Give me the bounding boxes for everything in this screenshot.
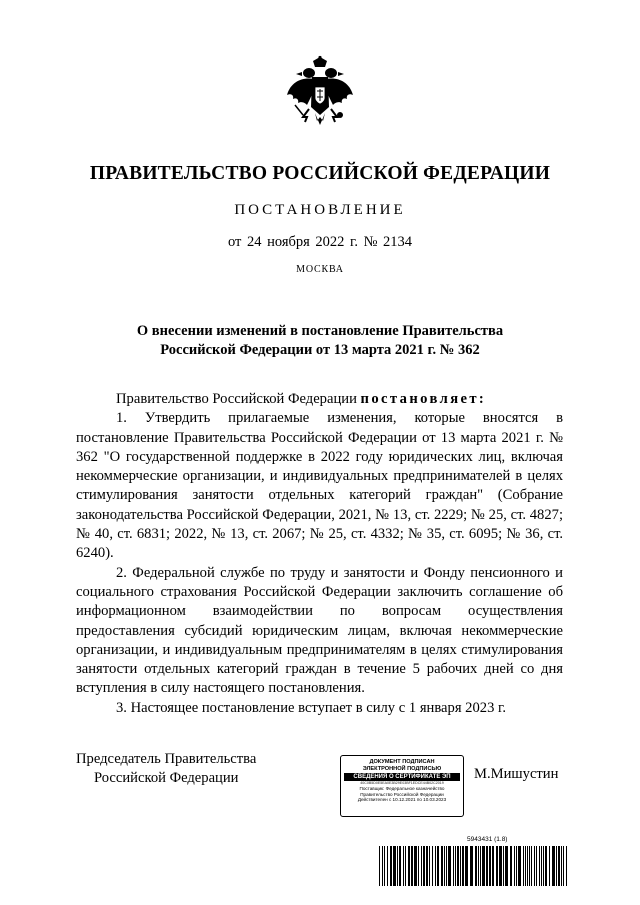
document-date-number: от 24 ноября 2022 г. № 2134 <box>227 234 413 250</box>
intro-text: Правительство Российской Федерации <box>116 391 361 407</box>
subject-line-2: Российской Федерации от 13 марта 2021 г. № 362 <box>160 342 480 358</box>
paragraph-2: 2. Федеральной службе по труду и занятости и Фонду пенсионного и социального страхования Российской Федерации заключить соглашение об информационном взаимодействии по вопросам осуществления предоставления субсидий юридическим лицам, включая некоммерческие организации, и индивидуальным предпринимателям в целях стимулирования занятости отдельных категорий граждан в течение 5 рабочих дней со дня вступления в силу настоящего постановления. <box>76 564 563 697</box>
stamp-owner: Правительство Российской Федерации <box>360 791 444 797</box>
stamp-serial: 40C0B5D0E5EA0E3B29E03BF1EDCE44B02C2019 <box>360 781 444 785</box>
barcode-label: 5943431 (1.8) <box>467 836 508 843</box>
coat-of-arms-icon <box>285 55 355 145</box>
signer-title-line-2: Российской Федерации <box>94 770 239 786</box>
stamp-line-2: ЭЛЕКТРОННОЙ ПОДПИСЬЮ <box>362 765 442 772</box>
signer-title-line-1: Председатель Правительства <box>76 751 257 767</box>
intro-paragraph <box>76 390 563 409</box>
electronic-signature-stamp <box>340 755 464 817</box>
subject-line-1: О внесении изменений в постановление Правительства <box>136 323 504 339</box>
stamp-banner: СВЕДЕНИЯ О СЕРТИФИКАТЕ ЭП <box>344 773 460 781</box>
document-type: ПОСТАНОВЛЕНИЕ <box>234 202 406 218</box>
stamp-line-1: ДОКУМЕНТ ПОДПИСАН <box>369 759 435 765</box>
government-title: ПРАВИТЕЛЬСТВО РОССИЙСКОЙ ФЕДЕРАЦИИ <box>89 163 551 184</box>
document-city: МОСКВА <box>296 264 344 275</box>
paragraph-1: 1. Утвердить прилагаемые изменения, которые вносятся в постановление Правительства Российской Федерации от 13 марта 2021 г. № 362 "О государственной поддержке в 2022 году юридических лиц, включая некоммерческие организации, и индивидуальных предпринимателей в целях стимулирования занятости отдельных категорий граждан" (Собрание законодательства Российской Федерации, 2021, № 13, ст. 2229; № 25, ст. 4827; № 40, ст. 6831; 2022, № 13, ст. 2067; № 25, ст. 4332; № 35, ст. 6095; № 36, ст. 6240). <box>76 410 563 562</box>
signer-title <box>76 750 296 788</box>
stamp-issuer: Поставщик: Федеральное казначейство <box>359 786 445 791</box>
signer-name: М.Мишустин <box>474 766 559 782</box>
paragraph-3: 3. Настоящее постановление вступает в силу с 1 января 2023 г. <box>116 699 506 716</box>
intro-decree-verb: постановляет: <box>360 391 487 407</box>
document-body <box>76 390 563 718</box>
document-subject <box>0 322 640 360</box>
stamp-validity: Действителен с 10.12.2021 по 10.03.2023 <box>357 797 447 803</box>
barcode-icon <box>379 846 567 886</box>
